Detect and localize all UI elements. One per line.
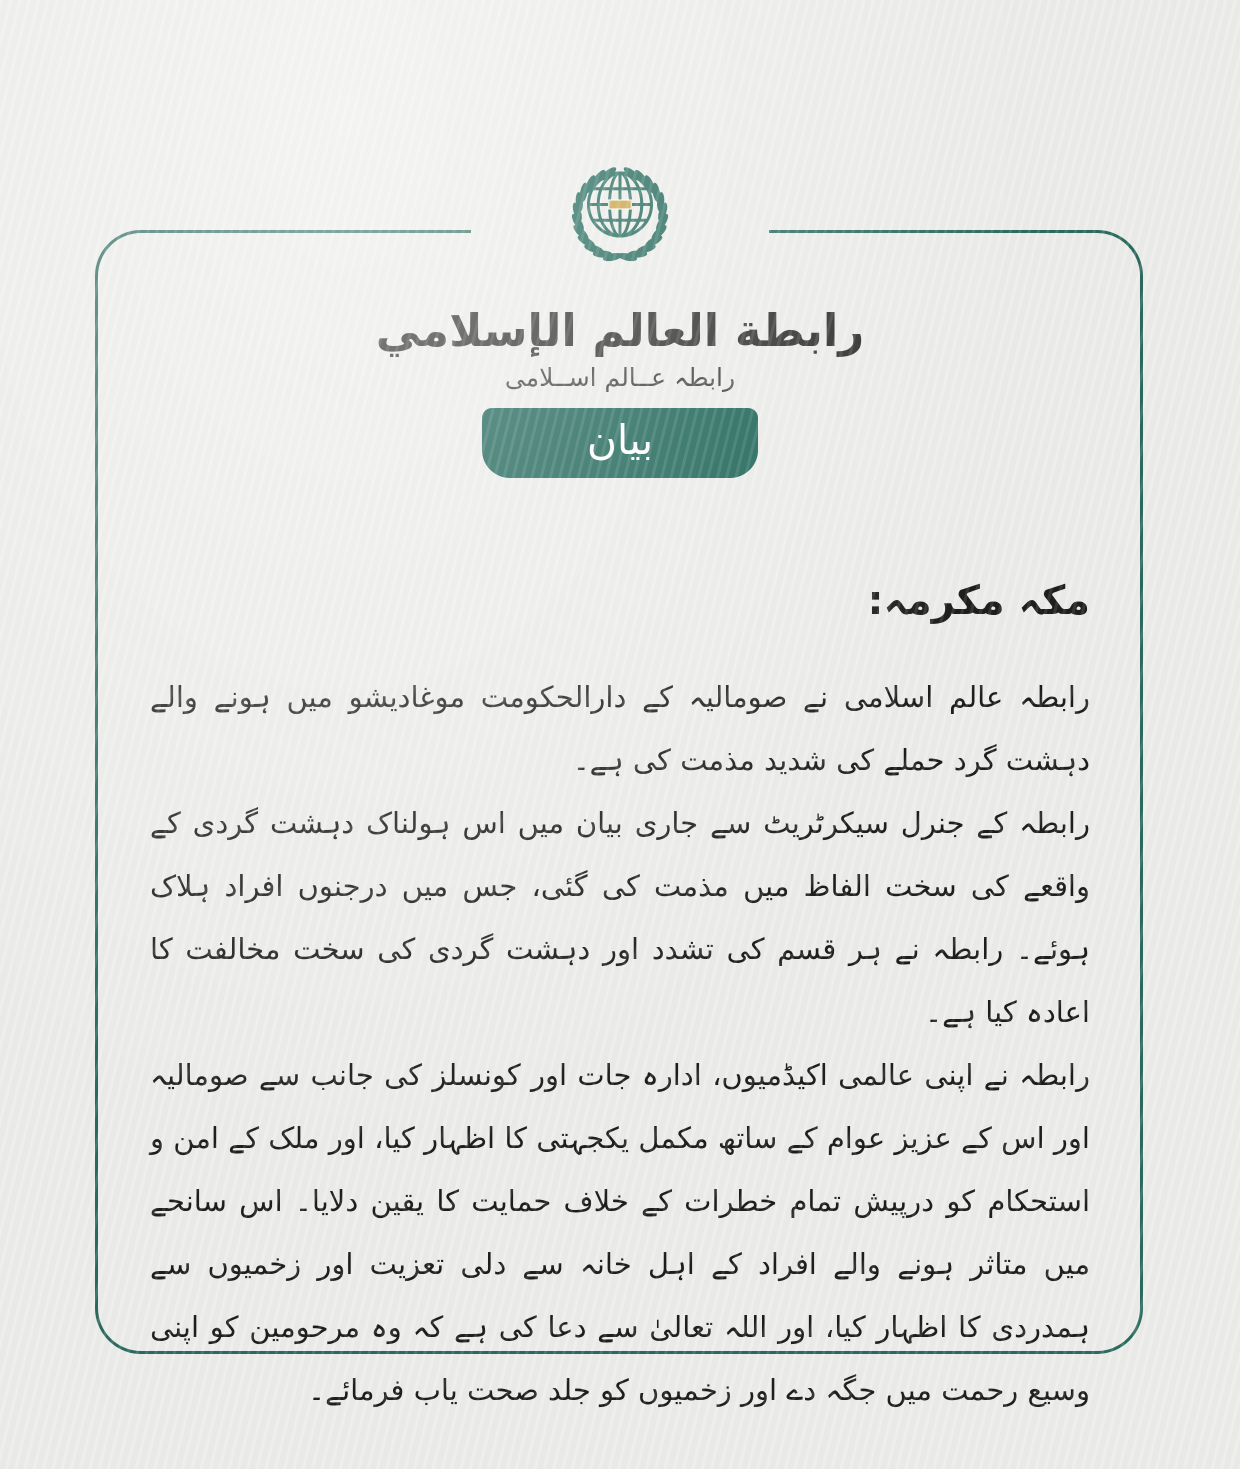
globe-wreath-icon <box>545 146 695 296</box>
org-name-urdu: رابطہ عــالم اســلامی <box>504 363 736 393</box>
dateline-heading: مکہ مکرمہ: <box>867 578 1090 624</box>
paragraph-2: رابطہ کے جنرل سیکرٹریٹ سے جاری بیان میں اس ہولناک دہشت گردی کے واقعے کی سخت الفاظ میں مذمت کی گئی، جس میں درجنوں افراد ہلاک ہوئے۔ رابطہ نے ہر قسم کی تشدد اور دہشت گردی کی سخت مخالفت کا اعادہ کیا ہے۔ <box>150 806 1090 1029</box>
paragraph-1: رابطہ عالم اسلامی نے صومالیہ کے دارالحکومت موغادیشو میں ہونے والے دہشت گرد حملے کی شدید مذمت کی ہے۔ <box>150 680 1090 777</box>
kaaba-band-icon <box>609 200 632 209</box>
mwl-logo <box>471 146 769 296</box>
paragraph-3: رابطہ نے اپنی عالمی اکیڈمیوں، ادارہ جات اور کونسلز کی جانب سے صومالیہ اور اس کے عزیز عوام کے ساتھ مکمل یکجہتی کا اظہار کیا، اور ملک کے امن و استحکام کو درپیش تمام خطرات کے خلاف حمایت کا یقین دلایا۔ اس سانحے میں متاثر ہونے والے افراد کے اہل خانہ سے دلی تعزیت اور زخمیوں سے ہمدردی کا اظہار کیا، اور اللہ تعالیٰ سے دعا کی ہے کہ وہ مرحومین کو اپنی وسیع رحمت میں جگہ دے اور زخمیوں کو جلد صحت یاب فرمائے۔ <box>150 1058 1090 1407</box>
statement-body <box>150 578 1090 1422</box>
statement-badge: بيان <box>482 408 758 478</box>
org-name-arabic: رابطة العالم الإسلامي <box>375 304 865 357</box>
masthead <box>0 146 1240 478</box>
